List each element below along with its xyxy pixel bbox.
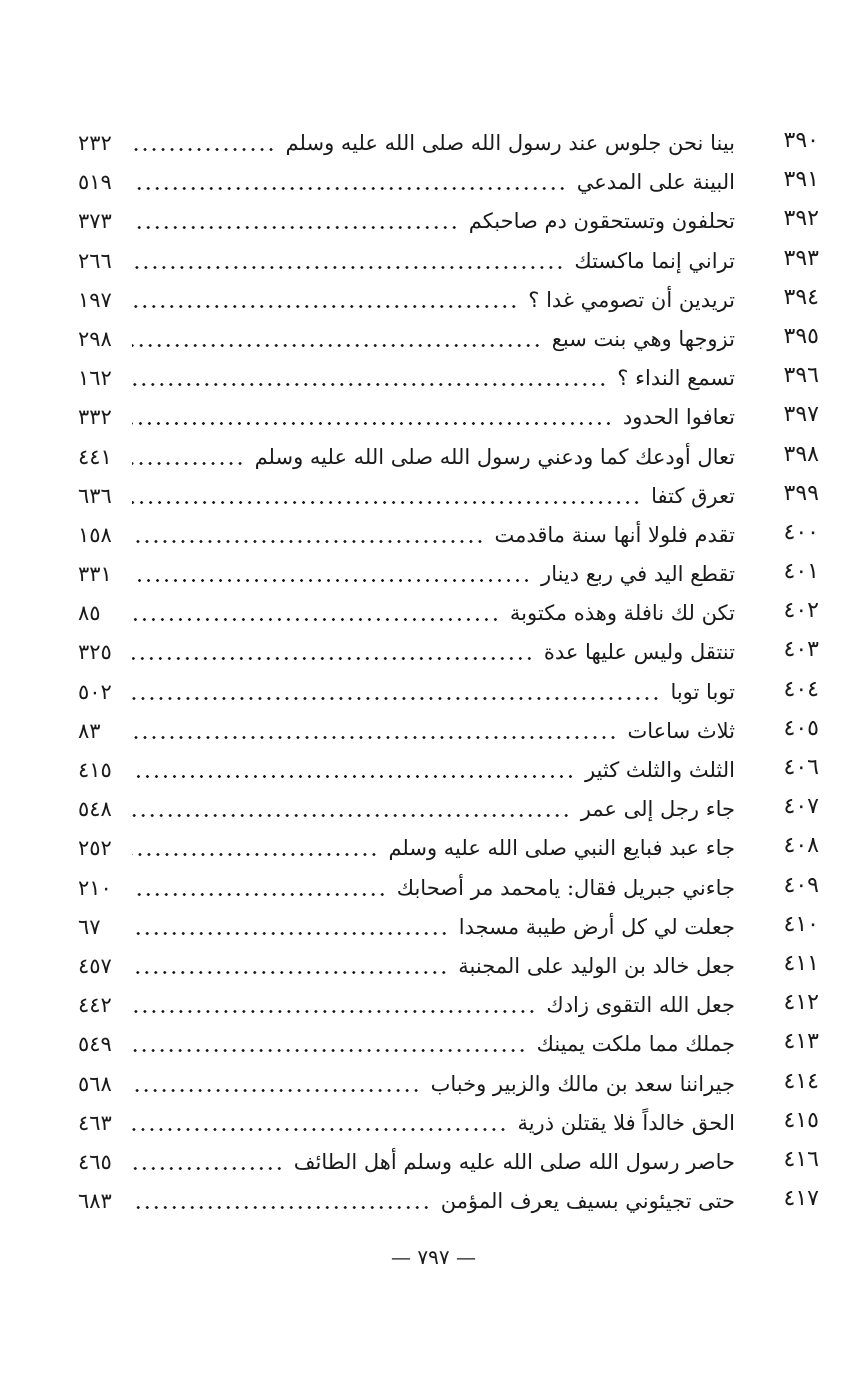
index-entry <box>0 120 867 159</box>
entry-page-ref: ٤٥٧ <box>78 953 112 978</box>
entry-title: جعل الله التقوى زادك <box>546 993 735 1018</box>
entry-line <box>78 1069 735 1097</box>
entry-line <box>78 951 735 979</box>
entry-title: تزوجها وهي بنت سبع <box>551 326 735 351</box>
entry-title: توبا توبا <box>670 679 735 704</box>
entry-number: ٣٩٧ <box>783 402 819 428</box>
entry-page-ref: ٢٩٨ <box>78 326 112 351</box>
entry-line <box>78 716 735 744</box>
entry-title: تحلفون وتستحقون دم صاحبكم <box>468 209 735 234</box>
entry-line <box>78 442 735 470</box>
entry-title: حتى تجيئوني بسيف يعرف المؤمن <box>440 1189 735 1214</box>
entry-title: تكن لك نافلة وهذه مكتوبة <box>509 601 735 626</box>
entry-page-ref: ٤٤٢ <box>78 993 112 1018</box>
entry-title: تعال أودعك كما ودعني رسول الله صلى الله عليه وسلم <box>254 444 735 469</box>
entry-number: ٤١٦ <box>783 1146 819 1172</box>
entry-number: ٤٠١ <box>783 559 819 585</box>
entry-line <box>78 285 735 313</box>
entry-page-ref: ٢٥٢ <box>78 836 112 861</box>
dot-leader <box>132 875 387 897</box>
dot-leader <box>132 992 536 1014</box>
index-list <box>0 120 867 1217</box>
entry-line <box>78 128 735 156</box>
entry-title: تقطع اليد في ربع دينار <box>541 562 735 587</box>
dot-leader <box>132 404 613 426</box>
entry-page-ref: ٦٣٦ <box>78 483 112 508</box>
entry-page-ref: ١٥٨ <box>78 522 112 547</box>
index-entry <box>0 1100 867 1139</box>
entry-page-ref: ٣٣٢ <box>78 405 112 430</box>
entry-title: جملك مما ملكت يمينك <box>536 1032 735 1057</box>
dot-leader <box>132 835 378 857</box>
index-entry <box>0 825 867 864</box>
page-number: — ٧٩٧ — <box>391 1245 476 1269</box>
entry-line <box>78 520 735 548</box>
dot-leader <box>132 444 245 466</box>
entry-number: ٤١٧ <box>783 1186 819 1212</box>
entry-title: الثلث والثلث كثير <box>584 758 735 782</box>
dot-leader <box>132 326 542 348</box>
dot-leader <box>132 169 567 191</box>
index-entry <box>0 1139 867 1178</box>
entry-page-ref: ١٩٧ <box>78 287 112 312</box>
entry-line <box>78 1147 735 1175</box>
entry-line <box>78 402 735 430</box>
entry-line <box>78 559 735 587</box>
entry-number: ٤٠٥ <box>783 715 819 741</box>
entry-page-ref: ٤١٥ <box>78 758 112 782</box>
entry-number: ٣٩٠ <box>783 128 819 153</box>
index-entry <box>0 1061 867 1100</box>
index-entry <box>0 786 867 825</box>
entry-page-ref: ٢٦٦ <box>78 248 112 273</box>
dot-leader <box>132 757 575 779</box>
entry-line <box>78 794 735 822</box>
entry-line <box>78 206 735 234</box>
entry-line <box>78 1186 735 1214</box>
entry-line <box>78 167 735 195</box>
entry-line <box>78 912 735 940</box>
entry-line <box>78 324 735 352</box>
entry-title: تريدين أن تصومي غدا ؟ <box>528 287 735 312</box>
entry-page-ref: ٥٤٩ <box>78 1032 112 1057</box>
entry-number: ٣٩٣ <box>783 245 819 271</box>
entry-page-ref: ٦٧ <box>78 914 101 939</box>
dot-leader <box>132 953 448 975</box>
index-entry <box>0 865 867 904</box>
entry-title: تنتقل وليس عليها عدة <box>543 640 735 665</box>
entry-number: ٣٩٢ <box>783 206 819 232</box>
dot-leader <box>132 1031 527 1053</box>
entry-line <box>78 363 735 391</box>
dot-leader <box>132 1188 431 1210</box>
entry-title: تسمع النداء ؟ <box>617 366 735 391</box>
dot-leader <box>132 208 459 230</box>
index-entry <box>0 512 867 551</box>
dot-leader <box>132 287 518 309</box>
dot-leader <box>132 561 531 583</box>
entry-title: جعلت لي كل أرض طيبة مسجدا <box>458 914 735 939</box>
entry-number: ٣٩٩ <box>783 480 819 506</box>
entry-title: جاءني جبريل فقال: يامحمد مر أصحابك <box>396 875 735 900</box>
entry-line <box>78 1029 735 1057</box>
entry-page-ref: ٣٢٥ <box>78 640 112 665</box>
entry-title: تعافوا الحدود <box>622 405 735 430</box>
index-entry <box>0 747 867 786</box>
entry-page-ref: ٦٨٣ <box>78 1189 112 1214</box>
entry-title: البينة على المدعي <box>576 170 735 195</box>
entry-number: ٣٩٨ <box>783 441 819 467</box>
entry-number: ٤٠٧ <box>783 794 819 820</box>
entry-page-ref: ١٦٢ <box>78 366 112 391</box>
index-entry <box>0 590 867 629</box>
entry-title: بينا نحن جلوس عند رسول الله صلى الله عليه وسلم <box>285 131 735 155</box>
index-entry <box>0 669 867 708</box>
dot-leader <box>132 1149 284 1171</box>
entry-line <box>78 833 735 861</box>
dot-leader <box>132 639 534 661</box>
entry-number: ٤٠٦ <box>783 755 819 780</box>
index-entry <box>0 629 867 668</box>
entry-title: ثلاث ساعات <box>627 718 735 743</box>
entry-page-ref: ٣٣١ <box>78 562 112 587</box>
entry-page-ref: ٨٥ <box>78 601 101 626</box>
entry-line <box>78 481 735 509</box>
entry-number: ٣٩١ <box>783 167 819 193</box>
entry-page-ref: ٨٣ <box>78 718 101 743</box>
index-entry <box>0 394 867 433</box>
entry-line <box>78 637 735 665</box>
entry-line <box>78 246 735 274</box>
dot-leader <box>132 679 660 701</box>
entry-page-ref: ٣٧٣ <box>78 209 112 234</box>
entry-number: ٤١١ <box>783 950 819 976</box>
entry-number: ٤٠٤ <box>783 676 819 702</box>
entry-title: جعل خالد بن الوليد على المجنبة <box>458 953 735 978</box>
dot-leader <box>132 1110 507 1132</box>
dot-leader <box>132 796 571 818</box>
dot-leader <box>132 914 449 936</box>
entry-page-ref: ٢١٠ <box>78 875 112 900</box>
index-entry <box>0 355 867 394</box>
entry-number: ٣٩٥ <box>783 323 819 349</box>
entry-number: ٤٠٣ <box>783 637 819 663</box>
entry-number: ٣٩٤ <box>783 284 819 310</box>
entry-number: ٤١٤ <box>783 1068 819 1094</box>
entry-page-ref: ٤٤١ <box>78 444 112 469</box>
entry-title: تقدم فلولا أنها سنة ماقدمت <box>494 522 735 547</box>
entry-title: تعرق كتفا <box>651 483 735 508</box>
index-entry <box>0 198 867 237</box>
entry-line <box>78 1108 735 1136</box>
entry-title: جاء رجل إلى عمر <box>580 797 735 822</box>
entry-page-ref: ٤٦٥ <box>78 1149 112 1174</box>
index-entry <box>0 277 867 316</box>
entry-line <box>78 598 735 626</box>
dot-leader <box>132 600 500 622</box>
index-entry <box>0 473 867 512</box>
index-entry <box>0 708 867 747</box>
dot-leader <box>132 365 607 387</box>
entry-number: ٤٠٨ <box>783 833 819 859</box>
entry-line <box>78 873 735 901</box>
index-entry <box>0 238 867 277</box>
index-entry <box>0 1178 867 1217</box>
entry-title: الحق خالداً فلا يقتلن ذرية <box>517 1110 735 1135</box>
dot-leader <box>132 483 641 505</box>
dot-leader <box>132 718 617 740</box>
entry-number: ٤١٥ <box>783 1107 819 1133</box>
entry-number: ٤٠٩ <box>783 872 819 898</box>
entry-title: جيراننا سعد بن مالك والزبير وخباب <box>430 1071 735 1096</box>
entry-title: تراني إنما ماكستك <box>574 248 735 273</box>
entry-line <box>78 990 735 1018</box>
entry-number: ٤١٣ <box>783 1029 819 1055</box>
entry-line <box>78 755 735 783</box>
entry-page-ref: ٥١٩ <box>78 170 112 195</box>
entry-line <box>78 677 735 705</box>
dot-leader <box>132 248 564 270</box>
entry-title: حاصر رسول الله صلى الله عليه وسلم أهل الطائف <box>293 1149 735 1174</box>
entry-number: ٤٠٢ <box>783 598 819 624</box>
index-entry <box>0 943 867 982</box>
entry-page-ref: ٥٠٢ <box>78 679 112 704</box>
entry-page-ref: ٢٣٢ <box>78 131 112 155</box>
entry-number: ٤١٢ <box>783 990 819 1016</box>
entry-page-ref: ٥٤٨ <box>78 797 112 822</box>
index-entry <box>0 434 867 473</box>
dot-leader <box>132 130 276 152</box>
dot-leader <box>132 1071 421 1093</box>
entry-title: جاء عبد فبايع النبي صلى الله عليه وسلم <box>388 836 735 861</box>
entry-page-ref: ٥٦٨ <box>78 1071 112 1096</box>
index-entry <box>0 551 867 590</box>
index-entry <box>0 159 867 198</box>
index-entry <box>0 904 867 943</box>
entry-number: ٤١٠ <box>783 911 819 937</box>
index-entry <box>0 1021 867 1060</box>
index-entry <box>0 982 867 1021</box>
entry-page-ref: ٤٦٣ <box>78 1110 112 1135</box>
entry-number: ٣٩٦ <box>783 363 819 389</box>
dot-leader <box>132 522 484 544</box>
index-entry <box>0 316 867 355</box>
entry-number: ٤٠٠ <box>783 519 819 545</box>
